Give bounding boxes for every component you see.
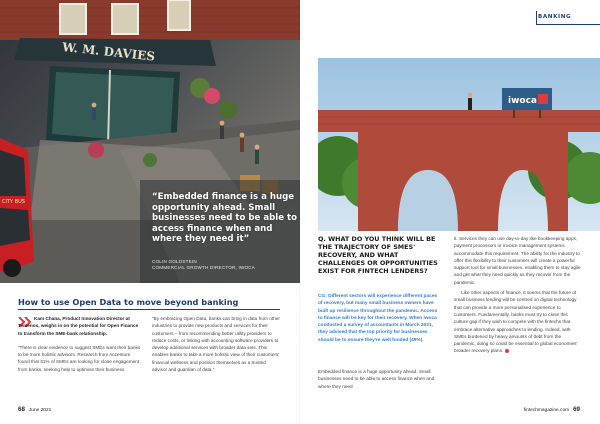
body-paragraph: “There is clear evidence to suggest SMEs want their banks to be more holistic advisors. Research from Accenture found that 31% of SMEs are looking for close engagement from banks, seeking help to optimise their business xyxy=(18,344,141,372)
end-dot-icon xyxy=(505,349,509,353)
body-paragraph xyxy=(454,289,582,355)
left-column-1 xyxy=(18,315,142,373)
body-paragraph: it. Services they can use day-to-day like bookkeeping apps, payment processors or invoice management systems accommodate this requirement. The ability for the industry to offer this flexibility to their customers will create a powerful support tool for small businesses, enabling them to stay agile and get what they need quickly as they recover from the pandemic. xyxy=(454,236,581,285)
miniature-street-photo xyxy=(0,0,300,283)
section-tick xyxy=(536,11,537,24)
answer-body: Embedded finance is a huge opportunity ahead. Small businesses need to be able to access finance when and where they need xyxy=(318,369,435,389)
answer-lead: CG: Different sectors will experience different paces of recovery, but many small business owners have built up resilience throughout the pandemic. Access to finance will be key for their recovery. When iwoca conducted a survey of accountants in March 2021, they advised that the top priority for businesses should be to ensure they're well funded (49%). xyxy=(318,294,438,343)
body-paragraph-text: Like other aspects of finance, it seems that the future of small business lending will be centred on digital technology that can provide a more personalised experience to customers. Fundamentally, banks must try to close this culture gap if they wish to compete with the fintechs that embrace alternative approaches to lending. Indeed, with SMEs burdened by heavy amounts of debt from the pandemic, doing so could be essential to global economies' broader recovery plans. xyxy=(454,290,578,354)
left-column-2 xyxy=(152,315,280,373)
heading-divider xyxy=(18,309,280,310)
pull-quote-text: “Embedded finance is a huge opportunity ahead. Small businesses need to be able to access finance when and where they need it” xyxy=(152,192,298,245)
miniature-bridge-photo xyxy=(318,58,600,231)
website: fintechmagazine.com xyxy=(523,408,570,413)
pull-quote-attribution xyxy=(152,259,298,271)
section-label: BANKING xyxy=(538,14,572,20)
body-paragraph: “By embracing Open Data, banks can bring in data from other industries to provide new products and services for their customers – from recommending better utility providers to reduce costs, or linking with accounting software providers to develop additional services with broader data sets. This enables banks to take a more holistic view of their customers' financial wellness and position themselves as a trusted advisor and guardian of data.” xyxy=(152,316,280,373)
interview-question: Q. WHAT DO YOU THINK WILL BE THE TRAJECTORY OF SMES' RECOVERY, AND WHAT CHALLENGES OR OPPORTUNITIES EXIST FOR FINTECH LENDERS? xyxy=(318,235,438,275)
pull-quote-role: COMMERCIAL GROWTH DIRECTOR, IWOCA xyxy=(152,264,256,270)
page-number: 69 xyxy=(573,406,580,413)
section-rule xyxy=(536,24,600,25)
billboard-text: iwoca xyxy=(508,96,537,106)
right-column-2 xyxy=(454,235,582,358)
pull-quote xyxy=(152,192,298,271)
bridge-scene-illustration xyxy=(318,58,600,231)
page-number: 68 xyxy=(18,406,25,413)
right-folio xyxy=(524,406,580,413)
article-heading: How to use Open Data to move beyond banking xyxy=(18,297,239,307)
issue-date: June 2021 xyxy=(28,408,52,413)
left-folio xyxy=(18,406,51,413)
bus-destination-text: CITY BUS xyxy=(2,199,25,205)
storefront-sign-text: W. M. DAVIES xyxy=(61,40,156,64)
pull-quote-name: COLIN GOLDSTEIN xyxy=(152,258,197,264)
right-page xyxy=(300,0,600,424)
article-intro: Kam Chana, Product Innovation Director at Temenos, weighs in on the potential for Open Finance to transform the SME-bank relationship. xyxy=(18,316,139,336)
